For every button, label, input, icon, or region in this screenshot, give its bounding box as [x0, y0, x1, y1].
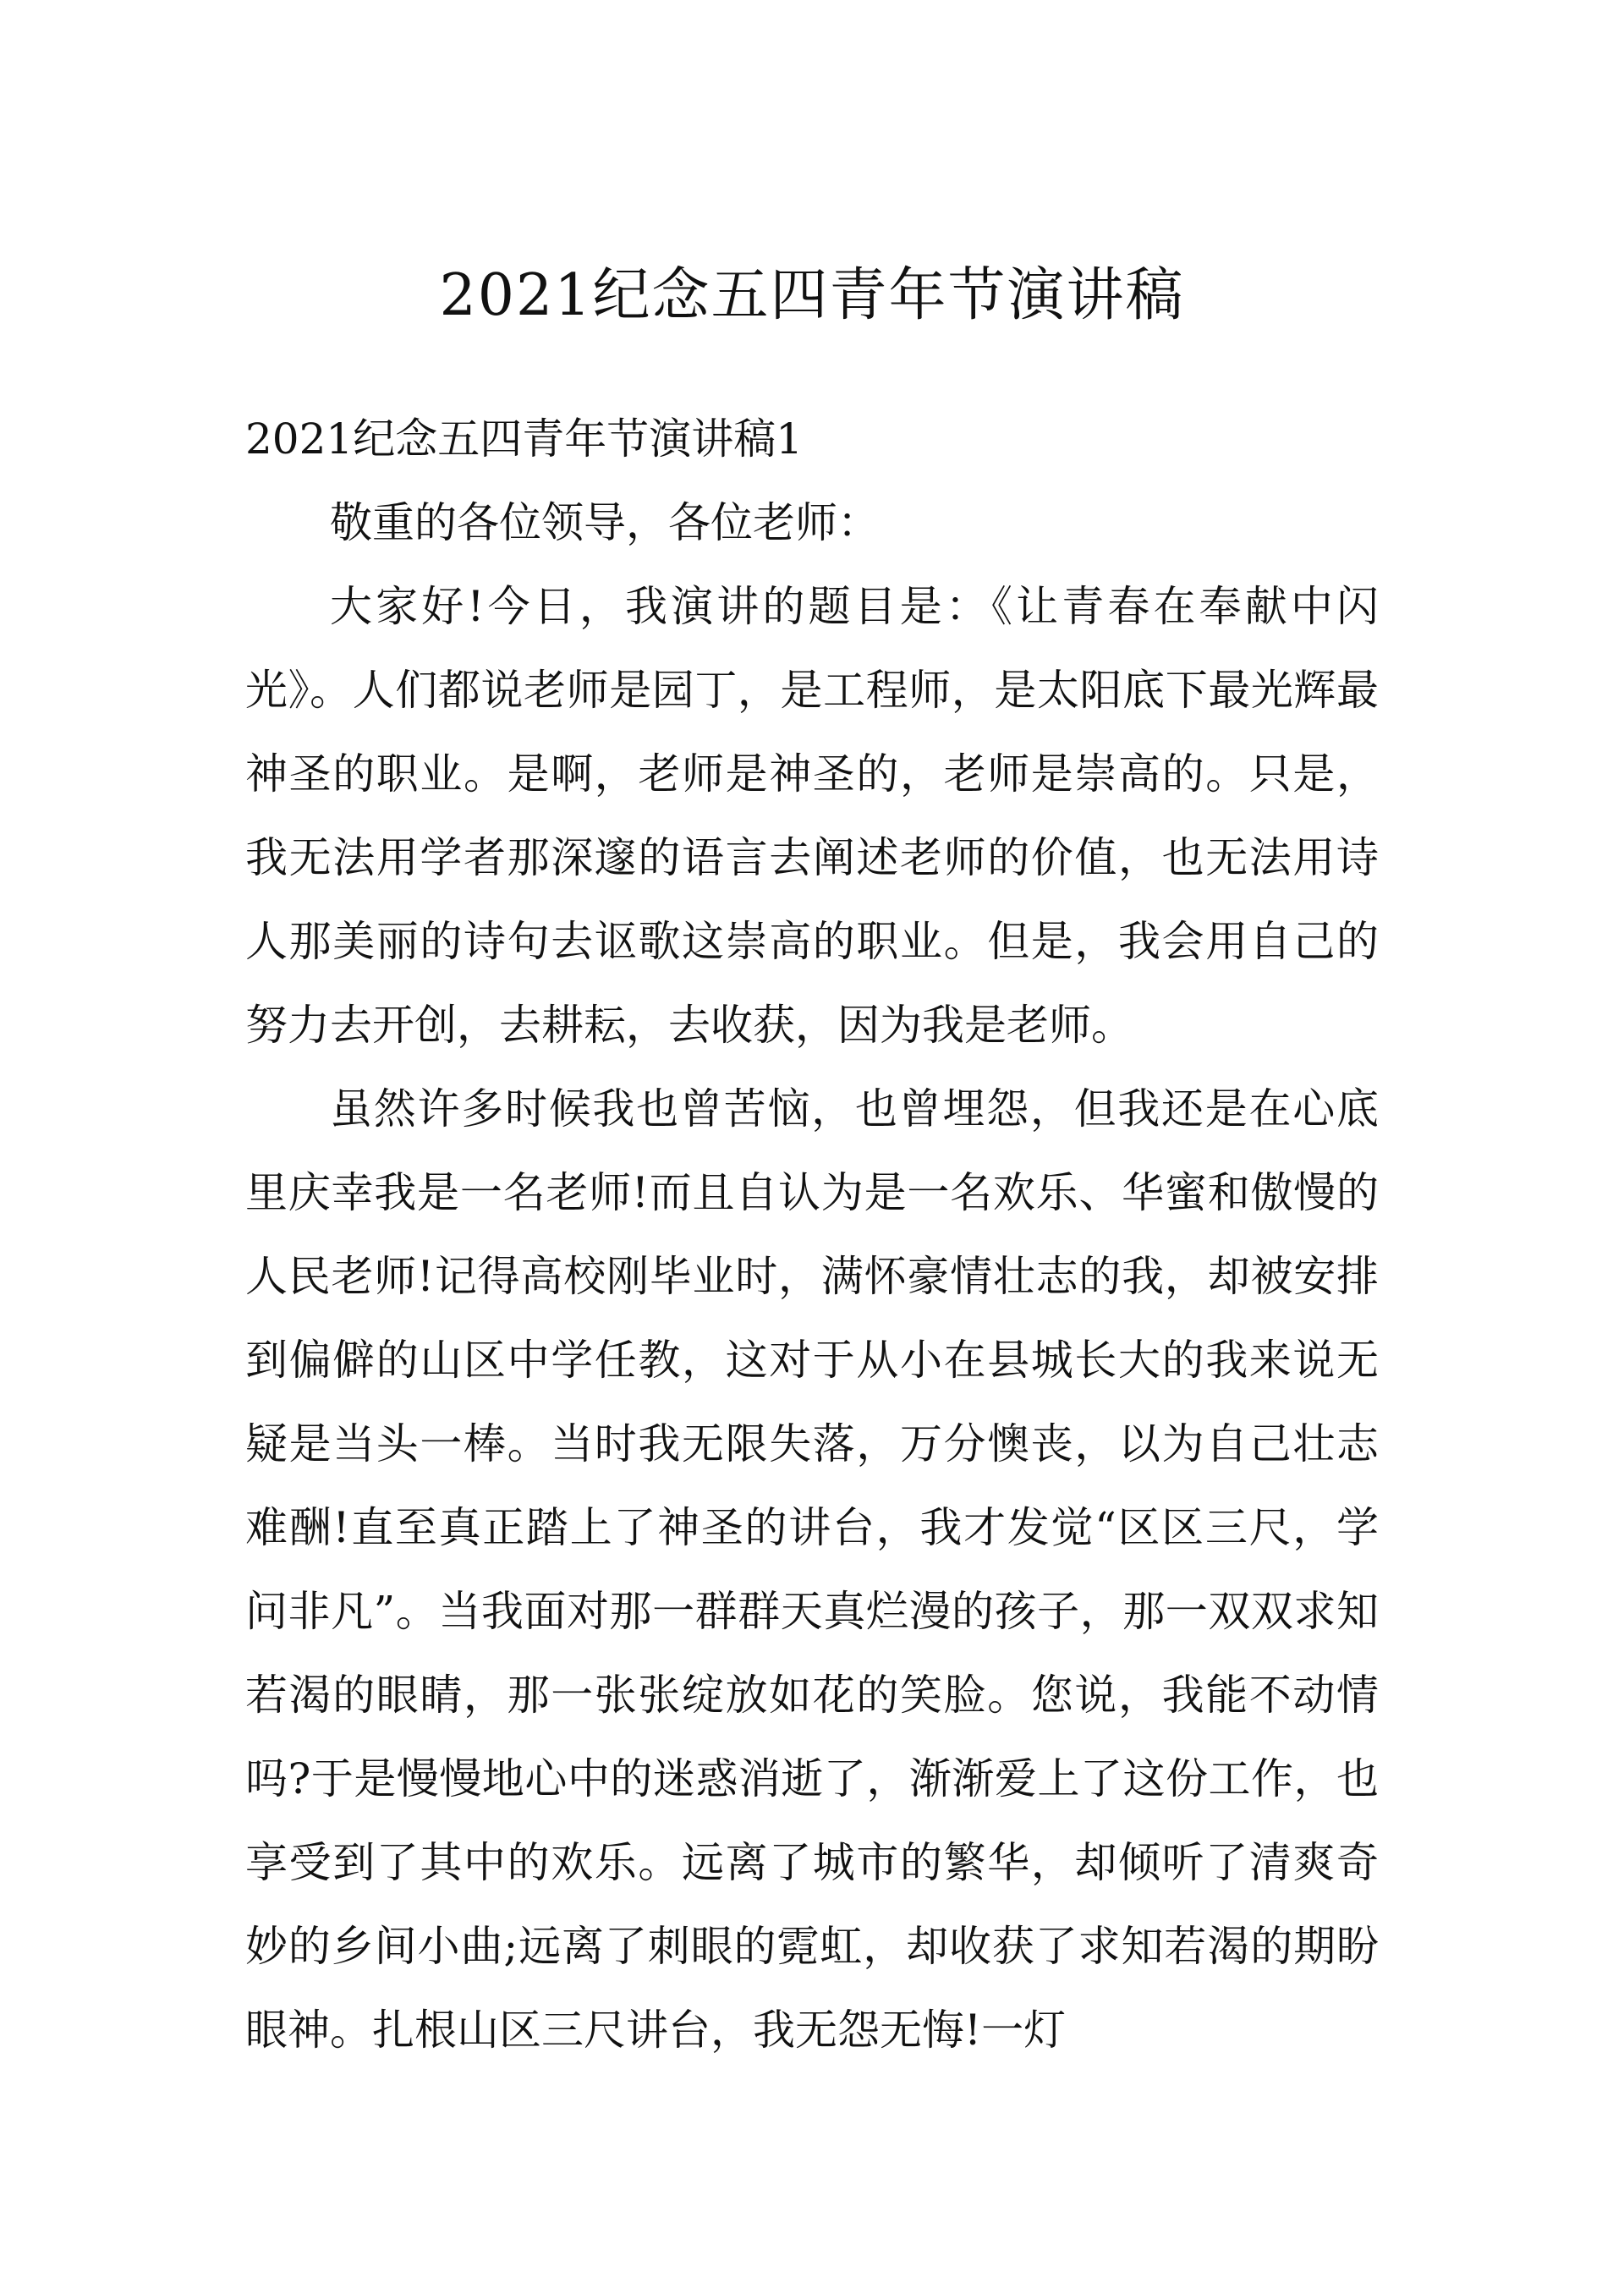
salutation: 敬重的各位领导，各位老师：	[330, 498, 880, 547]
document-body	[245, 398, 1379, 2072]
paragraph-2: 虽然许多时候我也曾苦恼，也曾埋怨，但我还是在心底里庆幸我是一名老师!而且自认为是一名欢乐、华蜜和傲慢的人民老师!记得高校刚毕业时，满怀豪情壮志的我，却被安排到偏僻的山区中学任教，这对于从小在县城长大的我来说无疑是当头一棒。当时我无限失落，万分懊丧，以为自己壮志难酬!直至真正踏上了神圣的讲台，我才发觉“区区三尺，学问非凡”。当我面对那一群群天真烂漫的孩子，那一双双求知若渴的眼睛，那一张张绽放如花的笑脸。您说，我能不动情吗?于是慢慢地心中的迷惑消逝了，渐渐爱上了这份工作，也享受到了其中的欢乐。远离了城市的繁华，却倾听了清爽奇妙的乡间小曲;远离了刺眼的霓虹，却收获了求知若渴的期盼眼神。扎根山区三尺讲台，我无怨无悔!一灯	[245, 1084, 1379, 2055]
section-heading: 2021纪念五四青年节演讲稿1	[245, 414, 804, 464]
document-title: 2021纪念五四青年节演讲稿	[439, 262, 1185, 329]
paragraph-1: 大家好!今日，我演讲的题目是：《让青春在奉献中闪光》。人们都说老师是园丁，是工程师，是太阳底下最光辉最神圣的职业。是啊，老师是神圣的，老师是崇高的。只是，我无法用学者那深邃的语言去阐述老师的价值，也无法用诗人那美丽的诗句去讴歌这崇高的职业。但是，我会用自己的努力去开创，去耕耘，去收获，因为我是老师。	[245, 582, 1379, 1050]
